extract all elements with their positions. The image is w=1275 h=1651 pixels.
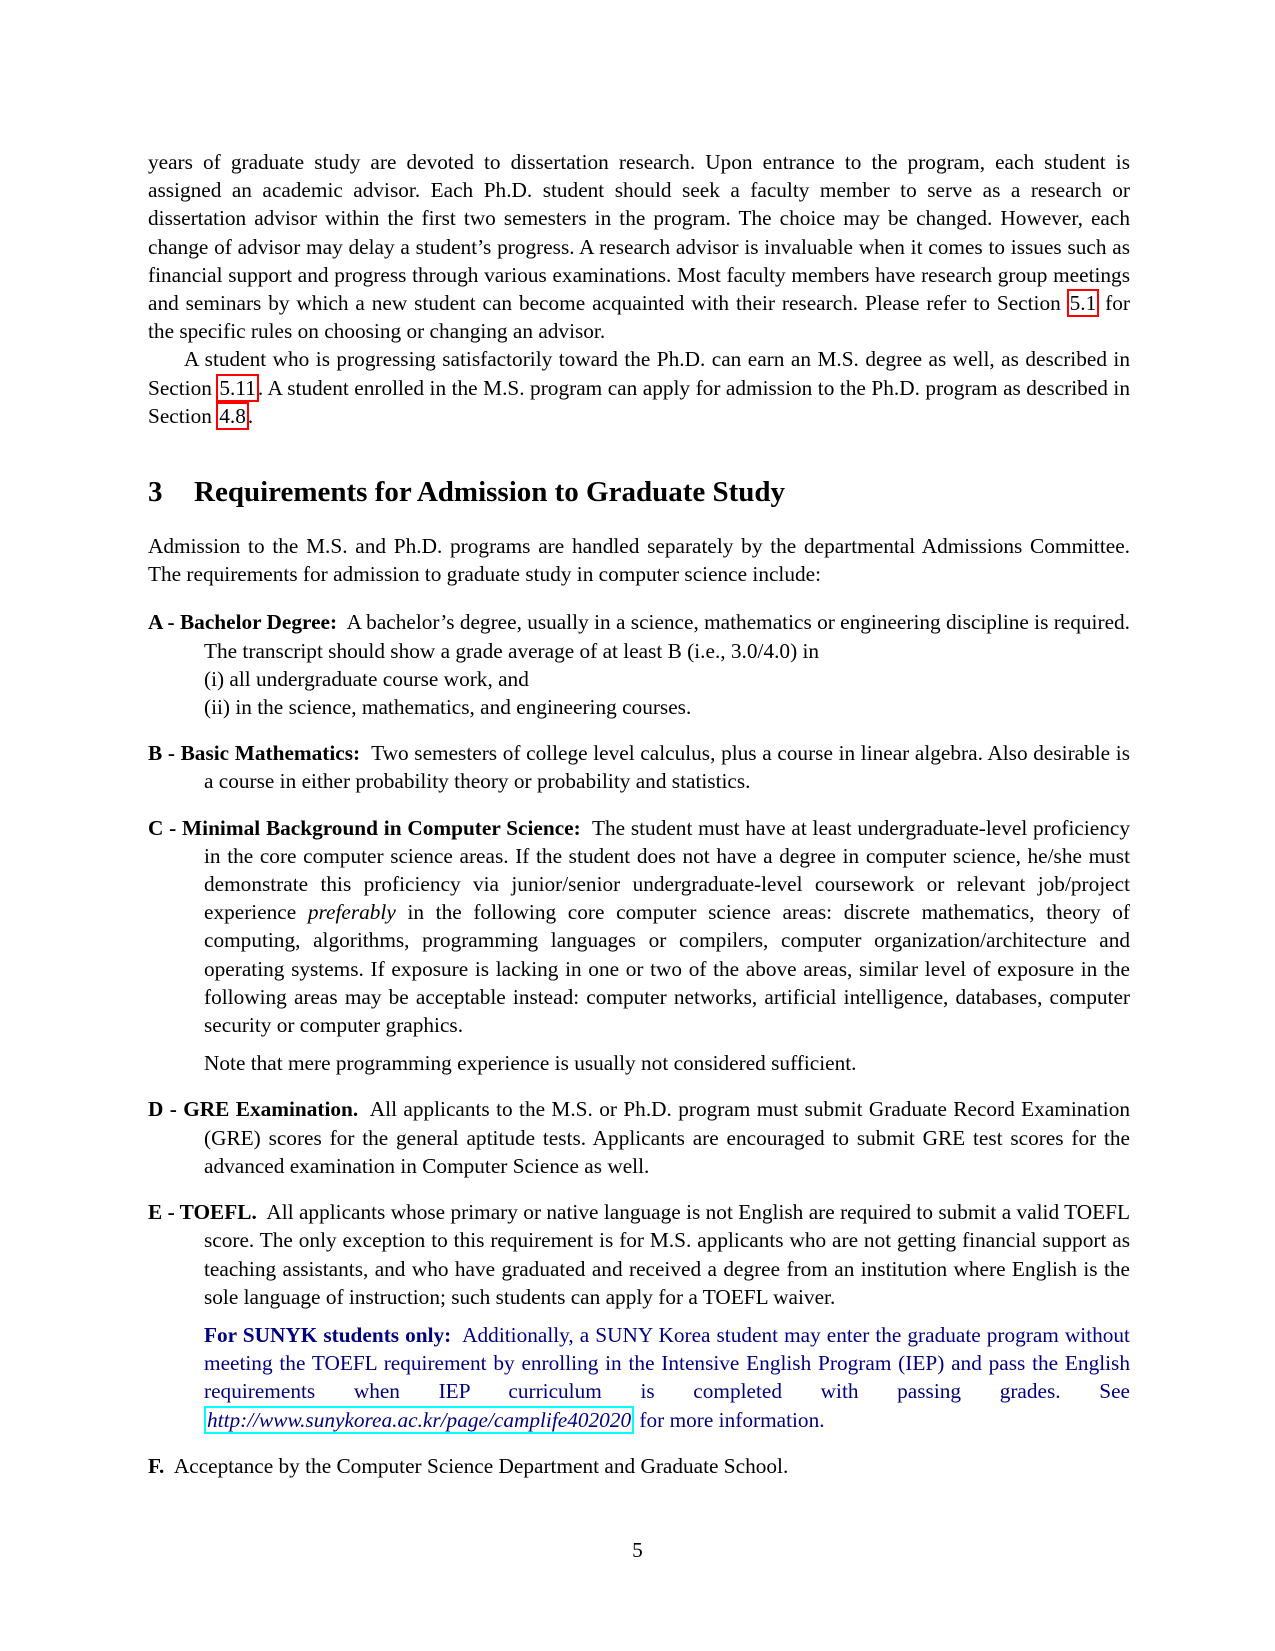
requirement-a: A - Bachelor Degree: A bachelor’s degree, usually in a science, mathematics or engineering discipline is required. The transcript should show a grade average of at least B (i.e., 3.0/4.0) in (i) all undergraduate course work, and (ii) in the science, mathematics, and engineering courses. [148, 608, 1130, 721]
requirement-label: B - Basic Mathematics: [148, 741, 361, 766]
requirement-sub-item: (ii) in the science, mathematics, and engineering courses. [204, 695, 692, 720]
document-page [148, 148, 1130, 1480]
sunyk-label: For SUNYK students only: [204, 1322, 452, 1347]
section-link-5-11[interactable]: 5.11 [216, 374, 258, 402]
section-title: Requirements for Admission to Graduate Study [194, 476, 786, 509]
requirement-note: Note that mere programming experience is usually not considered sufficient. [204, 1051, 857, 1076]
requirement-label: F. [148, 1453, 165, 1478]
section-heading [148, 474, 1130, 510]
requirement-label: A - Bachelor Degree: [148, 610, 338, 635]
requirement-label: C - Minimal Background in Computer Science: [148, 815, 581, 840]
section-number: 3 [148, 476, 163, 509]
section-link-5-1[interactable]: 5.1 [1067, 289, 1100, 317]
requirement-label: D - GRE Examination. [148, 1097, 359, 1122]
section-intro: Admission to the M.S. and Ph.D. programs are handled separately by the departmental Admissions Committee. The requirements for admission to graduate study in computer science include: [148, 534, 1130, 587]
intro-paragraph-1: years of graduate study are devoted to dissertation research. Upon entrance to the program, each student is assigned an academic advisor. Each Ph.D. student should seek a faculty member to serve as a research or dissertation advisor within the first two semesters in the program. The choice may be changed. However, each change of advisor may delay a student’s progress. A research advisor is invaluable when it comes to issues such as financial support and progress through various examinations. Most faculty members have research group meetings and seminars by which a new student can become acquainted with their research. Please refer to Section 5.1 for the specific rules on choosing or changing an advisor. [148, 150, 1130, 344]
requirement-label: E - TOEFL. [148, 1200, 257, 1225]
requirement-c: C - Minimal Background in Computer Science: The student must have at least undergraduate-level proficiency in the core computer science areas. If the student does not have a degree in computer science, he/she must demonstrate this proficiency via junior/senior undergraduate-level coursework or relevant job/project experience preferably in the following core computer science areas: discrete mathematics, theory of computing, algorithms, programming languages or compilers, computer organization/architecture and operating systems. If exposure is lacking in one or two of the above areas, similar level of exposure in the following areas may be acceptable instead: computer networks, artificial intelligence, databases, computer security or computer graphics. Note that mere programming experience is usually not considered sufficient. [148, 814, 1130, 1078]
sunyk-url-link[interactable]: http://www.sunykorea.ac.kr/page/camplife402020 [204, 1406, 634, 1434]
requirement-d: D - GRE Examination. All applicants to the M.S. or Ph.D. program must submit Graduate Record Examination (GRE) scores for the general aptitude tests. Applicants are encouraged to submit GRE test scores for the advanced examination in Computer Science as well. [148, 1097, 1130, 1178]
requirement-b: B - Basic Mathematics: Two semesters of college level calculus, plus a course in linear algebra. Also desirable is a course in either probability theory or probability and statistics. [148, 741, 1130, 794]
section-link-4-8[interactable]: 4.8 [216, 402, 249, 430]
sunyk-note: For SUNYK students only: Additionally, a SUNY Korea student may enter the graduate program without meeting the TOEFL requirement by enrolling in the Intensive English Program (IEP) and pass the English requirements when IEP curriculum is completed with passing grades. See http://www.sunykorea.ac.kr/page/camplife402020 for more information. [204, 1322, 1130, 1432]
requirement-f: F. Acceptance by the Computer Science Department and Graduate School. [148, 1453, 789, 1478]
requirement-sub-item: (i) all undergraduate course work, and [204, 666, 529, 691]
page-number: 5 [632, 1538, 643, 1562]
intro-paragraph-2: A student who is progressing satisfactorily toward the Ph.D. can earn an M.S. degree as well, as described in Section 5.11. A student enrolled in the M.S. program can apply for admission to the Ph.D. program as described in Section 4.8. [148, 347, 1130, 428]
requirement-e: E - TOEFL. All applicants whose primary or native language is not English are required to submit a valid TOEFL score. The only exception to this requirement is for M.S. applicants who are not getting financial support as teaching assistants, and who have graduated and received a degree from an institution where English is the sole language of instruction; such students can apply for a TOEFL waiver. For SUNYK students only: Additionally, a SUNY Korea student may enter the graduate program without meeting the TOEFL requirement by enrolling in the Intensive English Program (IEP) and pass the English requirements when IEP curriculum is completed with passing grades. See http://www.sunykorea.ac.kr/page/camplife402020 for more information. [148, 1198, 1130, 1434]
